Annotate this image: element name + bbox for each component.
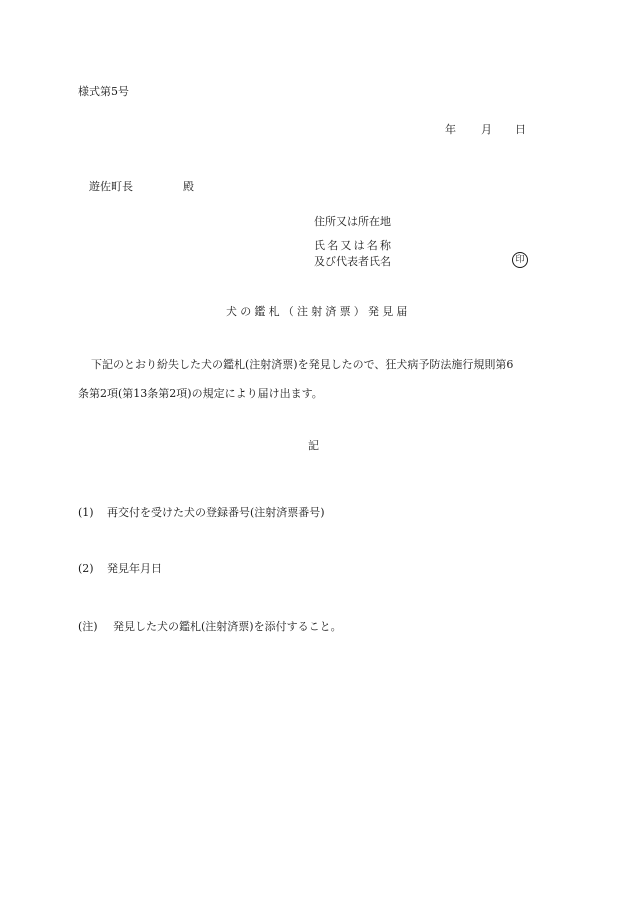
form-number: 様式第5号 <box>78 85 129 98</box>
note-text: 発見した犬の鑑札(注射済票)を添付すること。 <box>113 620 342 633</box>
ki-heading: 記 <box>308 439 319 452</box>
item-2-number: (2) <box>78 562 94 575</box>
date-day-label: 日 <box>515 123 526 136</box>
date-month-label: 月 <box>481 123 492 136</box>
item-2-text: 発見年月日 <box>107 562 162 575</box>
seal-mark: 印 <box>512 252 528 268</box>
addressee-name: 遊佐町長 <box>89 180 133 193</box>
applicant-representative-label: 及び代表者氏名 <box>314 255 391 268</box>
item-1-number: (1) <box>78 506 94 519</box>
document-title: 犬の鑑札（注射済票）発見届 <box>226 305 411 318</box>
note-label: (注) <box>78 620 98 633</box>
body-text-line-1: 下記のとおり紛失した犬の鑑札(注射済票)を発見したので、狂犬病予防法施行規則第6 <box>91 358 514 371</box>
item-1-text: 再交付を受けた犬の登録番号(注射済票番号) <box>107 506 325 519</box>
applicant-address-label: 住所又は所在地 <box>314 215 391 228</box>
body-text-line-2: 条第2項(第13条第2項)の規定により届け出ます。 <box>78 387 323 400</box>
addressee-honorific: 殿 <box>183 180 194 193</box>
date-year-label: 年 <box>445 123 456 136</box>
applicant-name-label: 氏名又は名称 <box>314 239 394 252</box>
